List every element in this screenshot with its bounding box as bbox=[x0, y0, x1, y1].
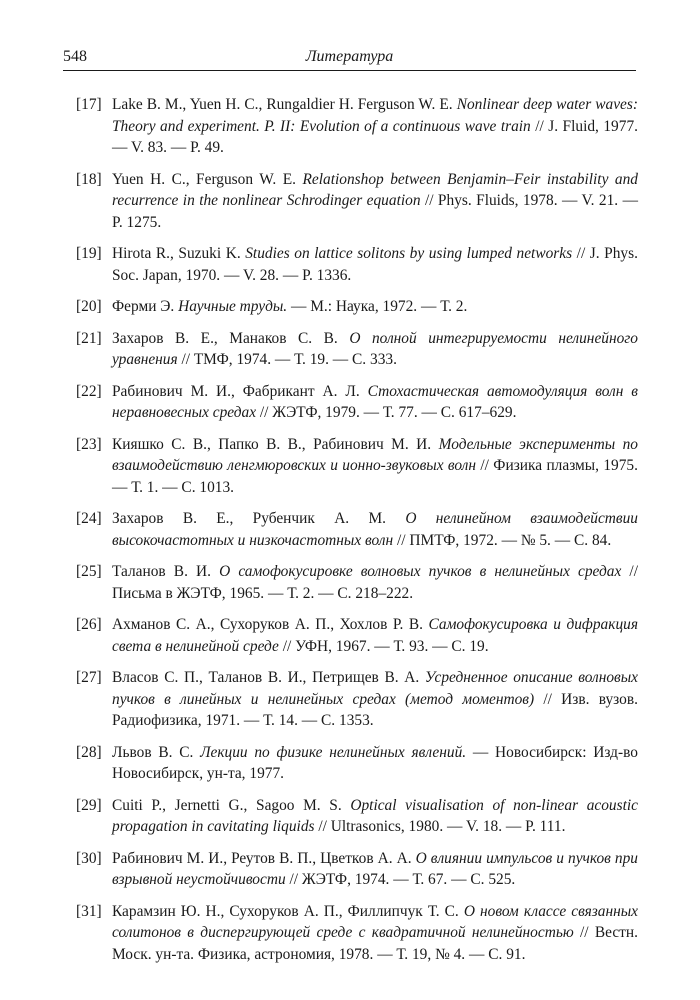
reference-title: Studies on lattice solitons by using lumped networks bbox=[245, 245, 573, 262]
reference-title: Relationshop between Benjamin–Feir instability and recurrence in the nonlinear Schrodinger equation bbox=[112, 170, 638, 209]
reference-number: [23] bbox=[76, 435, 102, 453]
reference-item bbox=[76, 381, 638, 424]
reference-source: // ТМФ, 1974. — Т. 19. — С. 333. bbox=[181, 351, 397, 368]
reference-item bbox=[76, 667, 638, 732]
reference-item bbox=[76, 901, 638, 966]
running-title: Литература bbox=[305, 48, 394, 65]
reference-title: Самофокусировка и дифракция света в нелинейной среде bbox=[112, 616, 638, 655]
reference-authors: Таланов В. И. bbox=[112, 563, 211, 580]
reference-authors: Кияшко С. В., Папко В. В., Рабинович М. И. bbox=[112, 435, 432, 453]
reference-source: — Новосибирск: Изд-во Новосибирск, ун-та, 1977. bbox=[112, 743, 638, 782]
reference-source: // Физика плазмы, 1975. — Т. 1. — С. 1013. bbox=[112, 457, 638, 496]
reference-authors: Cuiti P., Jernetti G., Sagoo M. S. bbox=[112, 796, 342, 814]
reference-source: // ЖЭТФ, 1974. — Т. 67. — С. 525. bbox=[289, 871, 516, 888]
page-header bbox=[63, 46, 636, 71]
reference-number: [30] bbox=[76, 849, 102, 867]
reference-title: О новом классе связанных солитонов в диспергирующей среде с квадратичной нелинейностью bbox=[112, 902, 638, 941]
reference-number: [27] bbox=[76, 669, 102, 686]
reference-title: Лекции по физике нелинейных явлений. bbox=[200, 743, 467, 761]
reference-authors: Hirota R., Suzuki K. bbox=[112, 245, 241, 262]
reference-title: Nonlinear deep water waves: Theory and experiment. P. II: Evolution of a continuous wave train bbox=[112, 96, 638, 135]
reference-number: [22] bbox=[76, 382, 102, 400]
reference-source: // ПМТФ, 1972. — № 5. — С. 84. bbox=[397, 531, 612, 549]
reference-authors: Рабинович М. И., Фабрикант А. Л. bbox=[112, 382, 360, 400]
reference-source: // J. Fluid, 1977. — V. 83. — P. 49. bbox=[112, 117, 638, 156]
reference-title: О самофокусировке волновых пучков в нелинейных средах bbox=[219, 563, 622, 580]
reference-source: // Ultrasonics, 1980. — V. 18. — P. 111. bbox=[318, 818, 566, 835]
reference-item bbox=[76, 795, 638, 838]
reference-authors: Власов С. П., Таланов В. И., Петрищев В. А. bbox=[112, 669, 420, 686]
reference-number: [21] bbox=[76, 329, 102, 347]
reference-item bbox=[76, 742, 638, 785]
reference-title: Усредненное описание волновых пучков в линейных и нелинейных средах (метод моментов) bbox=[112, 669, 638, 708]
reference-number: [17] bbox=[76, 96, 102, 113]
page-number: 548 bbox=[63, 48, 87, 65]
reference-title: О влиянии импульсов и пучков при взрывной неустойчивости bbox=[112, 849, 638, 888]
reference-list bbox=[76, 94, 638, 975]
reference-source: // J. Phys. Soc. Japan, 1970. — V. 28. — P. 1336. bbox=[112, 245, 638, 284]
reference-authors: Львов В. С. bbox=[112, 743, 194, 761]
reference-number: [29] bbox=[76, 796, 102, 814]
reference-item bbox=[76, 243, 638, 286]
reference-authors: Рабинович М. И., Реутов В. П., Цветков А. А. bbox=[112, 849, 412, 867]
reference-number: [31] bbox=[76, 902, 102, 920]
reference-source: // Phys. Fluids, 1978. — V. 21. — P. 1275. bbox=[112, 192, 638, 231]
reference-title: О полной интегрируемости нелинейного уравнения bbox=[112, 329, 639, 368]
reference-authors: Yuen H. C., Ferguson W. E. bbox=[112, 170, 296, 188]
reference-authors: Ахманов С. А., Сухоруков А. П., Хохлов Р. В. bbox=[112, 616, 424, 633]
reference-source: // ЖЭТФ, 1979. — Т. 77. — С. 617–629. bbox=[259, 404, 517, 421]
reference-title: Optical visualisation of non-linear acoustic propagation in cavitating liquids bbox=[112, 796, 638, 835]
reference-item bbox=[76, 328, 638, 371]
reference-number: [24] bbox=[76, 510, 102, 527]
reference-item bbox=[76, 848, 638, 891]
reference-number: [28] bbox=[76, 743, 102, 761]
reference-item bbox=[76, 434, 638, 499]
reference-source: // УФН, 1967. — Т. 93. — С. 19. bbox=[282, 637, 489, 655]
reference-item bbox=[76, 614, 638, 657]
reference-title: Модельные эксперименты по взаимодействию ленгмюровских и ионно-звуковых волн bbox=[112, 435, 638, 474]
reference-authors: Карамзин Ю. Н., Сухоруков А. П., Филлипчук Т. С. bbox=[112, 902, 459, 920]
reference-source: // Письма в ЖЭТФ, 1965. — Т. 2. — С. 218–222. bbox=[112, 563, 638, 602]
reference-number: [26] bbox=[76, 616, 102, 633]
reference-item bbox=[76, 94, 638, 159]
reference-source: // Вестн. Моск. ун-та. Физика, астрономия, 1978. — Т. 19, № 4. — С. 91. bbox=[112, 924, 638, 963]
reference-item bbox=[76, 169, 638, 234]
reference-authors: Захаров В. Е., Манаков С. В. bbox=[112, 329, 338, 347]
reference-item bbox=[76, 508, 638, 551]
reference-number: [20] bbox=[76, 298, 102, 315]
reference-title: О нелинейном взаимодействии высокочастотных и низкочастотных волн bbox=[112, 510, 638, 549]
reference-number: [25] bbox=[76, 563, 102, 580]
reference-source: // Изв. вузов. Радиофизика, 1971. — Т. 14. — С. 1353. bbox=[112, 690, 638, 729]
reference-item bbox=[76, 561, 638, 604]
reference-item bbox=[76, 296, 638, 318]
reference-title: Научные труды. bbox=[178, 298, 288, 315]
reference-number: [19] bbox=[76, 245, 102, 262]
reference-source: — М.: Наука, 1972. — Т. 2. bbox=[290, 298, 468, 315]
reference-authors: Lake B. M., Yuen H. C., Rungaldier H. Ferguson W. E. bbox=[112, 96, 453, 113]
reference-authors: Ферми Э. bbox=[112, 298, 175, 315]
reference-number: [18] bbox=[76, 170, 102, 188]
reference-authors: Захаров В. Е., Рубенчик А. М. bbox=[112, 510, 386, 527]
reference-title: Стохастическая автомодуляция волн в неравновесных средах bbox=[112, 382, 638, 421]
